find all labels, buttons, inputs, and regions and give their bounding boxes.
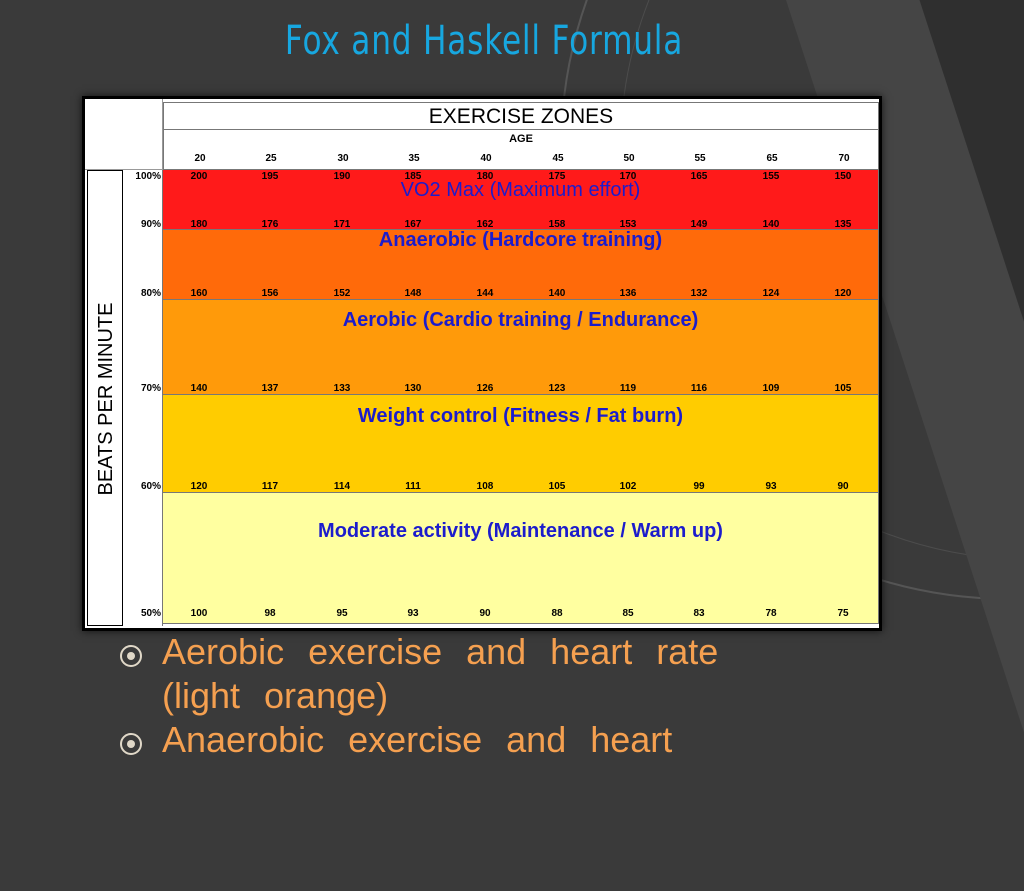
bpm-value: 83: [693, 608, 705, 619]
bpm-value: 93: [765, 481, 777, 492]
bullet-text: Anaerobic exercise and heart: [162, 719, 673, 760]
age-header: AGE: [163, 130, 879, 148]
bpm-value: 171: [333, 219, 351, 230]
bpm-value: 149: [690, 219, 708, 230]
bpm-value: 85: [622, 608, 634, 619]
bpm-value: 180: [476, 171, 494, 182]
age-cell: 30: [337, 153, 349, 164]
percent-label: 50%: [140, 608, 161, 619]
exercise-zones-chart-frame: [82, 96, 882, 631]
percent-label: 80%: [140, 288, 161, 299]
bpm-value: 120: [190, 481, 208, 492]
age-cell: 65: [766, 153, 778, 164]
zone-band: [163, 300, 879, 395]
bpm-value: 109: [762, 383, 780, 394]
bpm-value: 152: [333, 288, 351, 299]
bpm-value: 117: [261, 481, 279, 492]
bpm-value: 160: [190, 288, 208, 299]
bpm-value: 95: [336, 608, 348, 619]
slide-title: Fox and Haskell Formula: [284, 18, 684, 64]
zone-label: VO2 Max (Maximum effort): [400, 179, 641, 201]
bpm-value: 162: [476, 219, 494, 230]
bpm-axis-box: [87, 170, 123, 626]
age-cell: 45: [552, 153, 564, 164]
bpm-value: 180: [190, 219, 208, 230]
bullet-icon: [120, 645, 142, 667]
age-cell: 55: [694, 153, 706, 164]
bpm-value: 170: [619, 171, 637, 182]
percent-label: 100%: [135, 171, 161, 182]
bpm-value: 144: [476, 288, 494, 299]
bpm-value: 108: [476, 481, 494, 492]
bpm-value: 124: [762, 288, 780, 299]
bpm-value: 90: [837, 481, 849, 492]
bpm-value: 200: [190, 171, 208, 182]
bpm-value: 132: [690, 288, 708, 299]
bpm-value: 148: [404, 288, 422, 299]
bpm-value: 155: [762, 171, 780, 182]
age-cell: 70: [838, 153, 850, 164]
bpm-value: 126: [476, 383, 494, 394]
age-cell: 40: [480, 153, 492, 164]
bpm-value: 137: [261, 383, 279, 394]
bpm-value: 90: [479, 608, 491, 619]
bpm-value: 99: [693, 481, 705, 492]
bpm-value: 123: [548, 383, 566, 394]
age-cell: 50: [623, 153, 635, 164]
bpm-value: 185: [404, 171, 422, 182]
bpm-value: 100: [190, 608, 208, 619]
zone-label: Aerobic (Cardio training / Endurance): [342, 309, 699, 331]
age-values-row: [163, 148, 879, 170]
bpm-value: 105: [548, 481, 566, 492]
bpm-value: 119: [619, 383, 637, 394]
bpm-value: 105: [834, 383, 852, 394]
bpm-value: 195: [261, 171, 279, 182]
zone-label: Moderate activity (Maintenance / Warm up): [318, 520, 723, 542]
bpm-value: 158: [548, 219, 566, 230]
bpm-value: 135: [834, 219, 852, 230]
bpm-value: 190: [333, 171, 351, 182]
bullet-list: [120, 630, 780, 762]
bpm-value: 114: [333, 481, 351, 492]
bpm-value: 98: [264, 608, 276, 619]
bullet-text: Aerobic exercise and heart rate (light orange): [162, 631, 719, 716]
bpm-value: 75: [837, 608, 849, 619]
exercise-zones-chart: [85, 99, 879, 628]
bpm-value: 140: [762, 219, 780, 230]
bpm-value: 167: [404, 219, 422, 230]
bpm-value: 102: [619, 481, 637, 492]
zone-band: [163, 395, 879, 493]
bpm-value: 111: [405, 481, 421, 492]
zone-band: [163, 493, 879, 624]
age-cell: 35: [408, 153, 420, 164]
bpm-axis-label: BEATS PER MINUTE: [95, 302, 117, 496]
bullet-item: [120, 718, 780, 762]
bpm-value: 133: [333, 383, 351, 394]
bpm-value: 165: [690, 171, 708, 182]
table-corner: [85, 99, 163, 170]
bpm-value: 140: [548, 288, 566, 299]
bpm-value: 136: [619, 288, 637, 299]
bpm-value: 150: [834, 171, 852, 182]
bpm-value: 88: [551, 608, 563, 619]
bpm-value: 153: [619, 219, 637, 230]
bpm-value: 78: [765, 608, 777, 619]
percent-column: [125, 170, 163, 626]
bpm-value: 130: [404, 383, 422, 394]
bullet-icon: [120, 733, 142, 755]
age-cell: 25: [265, 153, 277, 164]
chart-title: EXERCISE ZONES: [163, 102, 879, 130]
bpm-value: 140: [190, 383, 208, 394]
bullet-item: [120, 630, 780, 718]
zone-label: Weight control (Fitness / Fat burn): [357, 405, 684, 427]
bpm-value: 156: [261, 288, 279, 299]
percent-label: 70%: [140, 383, 161, 394]
bpm-value: 93: [407, 608, 419, 619]
age-cell: 20: [194, 153, 206, 164]
bpm-value: 120: [834, 288, 852, 299]
bpm-value: 175: [548, 171, 566, 182]
percent-label: 60%: [140, 481, 161, 492]
bpm-value: 116: [690, 383, 708, 394]
zone-label: Anaerobic (Hardcore training): [378, 229, 663, 251]
percent-label: 90%: [140, 219, 161, 230]
bpm-value: 176: [261, 219, 279, 230]
